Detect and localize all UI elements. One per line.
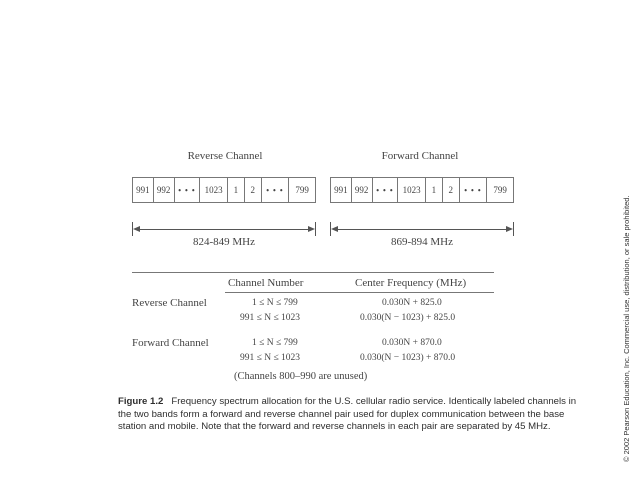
- arrow-right-icon: [506, 226, 513, 232]
- frequency-formula-cell: 0.030(N − 1023) + 825.0: [360, 313, 456, 323]
- channel-cell: 1023: [398, 178, 426, 202]
- channel-cell: 2: [443, 178, 460, 202]
- forward-channel-band: [330, 177, 514, 203]
- frequency-formula-cell: 0.030N + 870.0: [382, 338, 442, 348]
- channel-cell: 992: [352, 178, 373, 202]
- table-top-rule: [132, 272, 494, 273]
- reverse-row-label: Reverse Channel: [132, 297, 207, 309]
- frequency-formula-cell: 0.030(N − 1023) + 870.0: [360, 353, 456, 363]
- figure-caption: [118, 396, 583, 434]
- channel-range-cell: 1 ≤ N ≤ 799: [252, 298, 298, 308]
- figure-label: Figure 1.2: [118, 396, 164, 407]
- forward-row-label: Forward Channel: [132, 337, 209, 349]
- frequency-formula-cell: 0.030N + 825.0: [382, 298, 442, 308]
- ellipsis-cell: • • •: [262, 178, 290, 202]
- caption-text: Frequency spectrum allocation for the U.S. cellular radio service. Identically labeled channels in the two bands form a forward and reverse channel pair used for duplex communication between the base station and mobile. Note that the forward and reverse channels in each pair are separated by 45 MHz.: [118, 396, 577, 432]
- channel-range-cell: 1 ≤ N ≤ 799: [252, 338, 298, 348]
- reverse-range-label: 824-849 MHz: [192, 236, 256, 248]
- channel-cell: 991: [133, 178, 154, 202]
- table-header-rule: [225, 292, 494, 293]
- ellipsis-cell: • • •: [460, 178, 488, 202]
- ellipsis-cell: • • •: [175, 178, 201, 202]
- channel-number-header: Channel Number: [228, 277, 304, 289]
- copyright-notice: © 2002 Pearson Education, Inc. Commercial use, distribution, or sale prohibited.: [622, 195, 631, 462]
- channel-cell: 2: [245, 178, 262, 202]
- range-tick: [315, 222, 316, 236]
- forward-range-label: 869-894 MHz: [390, 236, 454, 248]
- center-frequency-header: Center Frequency (MHz): [355, 277, 467, 289]
- channel-range-cell: 991 ≤ N ≤ 1023: [240, 353, 301, 363]
- unused-channels-note: (Channels 800–990 are unused): [234, 371, 368, 382]
- channel-cell: 799: [295, 185, 309, 195]
- range-tick: [513, 222, 514, 236]
- channel-range-cell: 991 ≤ N ≤ 1023: [240, 313, 301, 323]
- channel-cell: 799: [493, 185, 507, 195]
- channel-cell: 991: [331, 178, 352, 202]
- channel-cell: 992: [154, 178, 175, 202]
- channel-cell: 1023: [200, 178, 228, 202]
- range-arrow: [337, 229, 507, 230]
- ellipsis-cell: • • •: [373, 178, 399, 202]
- forward-channel-title: Forward Channel: [381, 150, 459, 162]
- range-arrow: [139, 229, 309, 230]
- arrow-right-icon: [308, 226, 315, 232]
- reverse-channel-band: [132, 177, 316, 203]
- channel-cell: 1: [426, 178, 443, 202]
- reverse-channel-title: Reverse Channel: [187, 150, 263, 162]
- channel-cell: 1: [228, 178, 245, 202]
